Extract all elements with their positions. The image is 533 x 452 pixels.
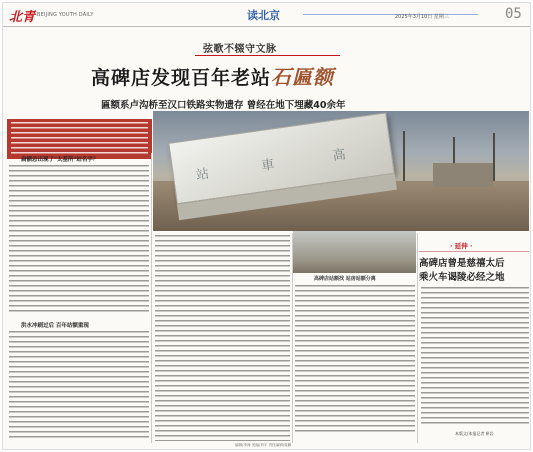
extension-rule [419,251,529,252]
newspaper-logo: 北青 [9,10,36,25]
kicker-underline [195,55,340,56]
issue-date: 2025年3月10日 星期三 [395,14,449,20]
title-main: 高碑店发现百年老站 [91,67,272,89]
page-footer: 编辑/李涛 美编/刘宇 责任编辑/周鹏 [235,443,292,447]
right-body-text [295,285,415,435]
newspaper-page [2,2,531,450]
plaque-char: 高 [331,147,347,165]
title-emphasis: 石匾额 [271,65,335,89]
section-title: 读北京 [247,9,280,22]
left-subheading-1: 扁额总出现了"太基所"站名字？ [21,157,99,163]
article-title [91,61,334,90]
author-signature: 本版文/本报记者 崔岩 [455,431,494,436]
column-divider [151,153,152,443]
extension-title-line1: 高碑店曾是慈禧太后 [419,258,505,269]
tree-shape [493,133,495,181]
station-photo-caption: 高碑店站额找 站房站额分离 [314,276,376,282]
column-divider [417,233,418,443]
left-body-text [9,165,149,313]
left-subheading-2: 洪水冲刷过后 百年站额重现 [21,323,89,329]
newspaper-logo-en: BEIJING YOUTH DAILY [37,12,94,18]
plaque-char: 站 [195,166,211,184]
left-body-text-2 [9,331,149,441]
section-divider [303,14,478,15]
extension-title-line2: 乘火车谒陵必经之地 [419,272,505,283]
plaque-char: 車 [260,157,276,175]
article-subtitle: 匾额系卢沟桥至汉口铁路实物遗存 曾经在地下埋藏40余年 [101,100,346,111]
page-number: 05 [505,6,522,22]
page-header [3,3,531,27]
station-photo [293,231,416,273]
extension-label: · 延伸 · [450,242,473,250]
intro-text [11,122,148,156]
station-building [433,163,493,187]
article-kicker: 弦歌不辍守文脉 [203,44,277,55]
intro-box [7,119,152,159]
middle-body-text [155,235,290,441]
extension-body-text [421,287,529,427]
